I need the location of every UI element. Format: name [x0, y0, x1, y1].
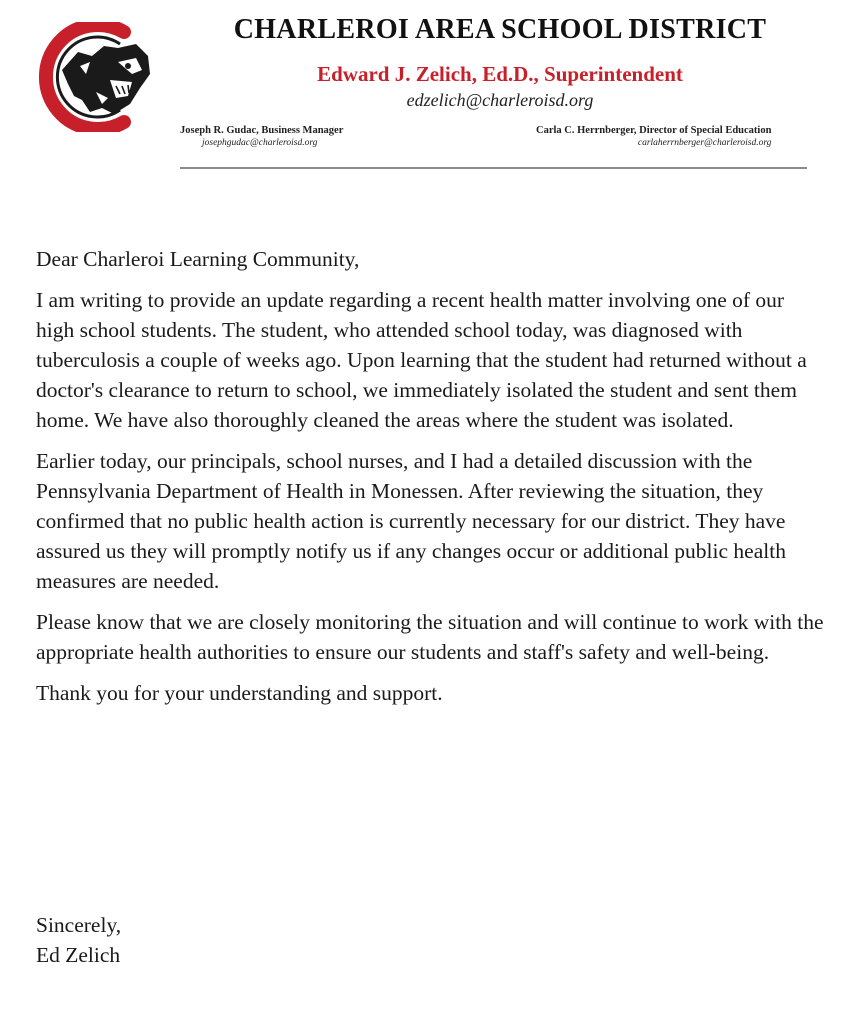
- staff-business-manager: [180, 124, 343, 150]
- paragraph-monitoring: Please know that we are closely monitoring the situation and will continue to work with the appropriate health authorities to ensure our students and staff's safety and well-being.: [36, 610, 824, 664]
- salutation: Dear Charleroi Learning Community,: [36, 247, 360, 271]
- letter-closing: [36, 910, 121, 970]
- paragraph-update: I am writing to provide an update regarding a recent health matter involving one of our high school students. The student, who attended school today, was diagnosed with tuberculosis a couple of weeks ago. Upon learning that the student had returned without a doctor's clearance to return to school, we immediately isolated the student and sent them home. We have also thoroughly cleaned the areas where the student was isolated.: [36, 288, 807, 432]
- staff-role: Carla C. Herrnberger, Director of Special Education: [536, 125, 772, 136]
- letterhead: [0, 0, 848, 175]
- district-name: CHARLEROI AREA SCHOOL DISTRICT: [233, 14, 767, 45]
- letter-body: [36, 244, 826, 719]
- superintendent-email[interactable]: edzelich@charleroisd.org: [406, 90, 594, 110]
- cougar-head-logo-icon: [32, 22, 160, 132]
- staff-email[interactable]: josephgudac@charleroisd.org: [202, 138, 318, 148]
- staff-email[interactable]: carlaherrnberger@charleroisd.org: [637, 138, 772, 148]
- paragraph-thanks: Thank you for your understanding and support.: [36, 681, 443, 705]
- letterhead-divider: [180, 167, 807, 169]
- paragraph-health-department: Earlier today, our principals, school nurses, and I had a detailed discussion with the Pennsylvania Department of Health in Monessen. After reviewing the situation, they confirmed that no public health action is currently necessary for our district. They have assured us they will promptly notify us if any changes occur or additional public health measures are needed.: [36, 449, 786, 593]
- superintendent-name: Edward J. Zelich, Ed.D., Superintendent: [317, 62, 683, 86]
- signature: Ed Zelich: [36, 943, 121, 967]
- closing-phrase: Sincerely,: [36, 913, 122, 937]
- staff-role: Joseph R. Gudac, Business Manager: [180, 125, 344, 136]
- staff-director-special-education: [536, 124, 771, 150]
